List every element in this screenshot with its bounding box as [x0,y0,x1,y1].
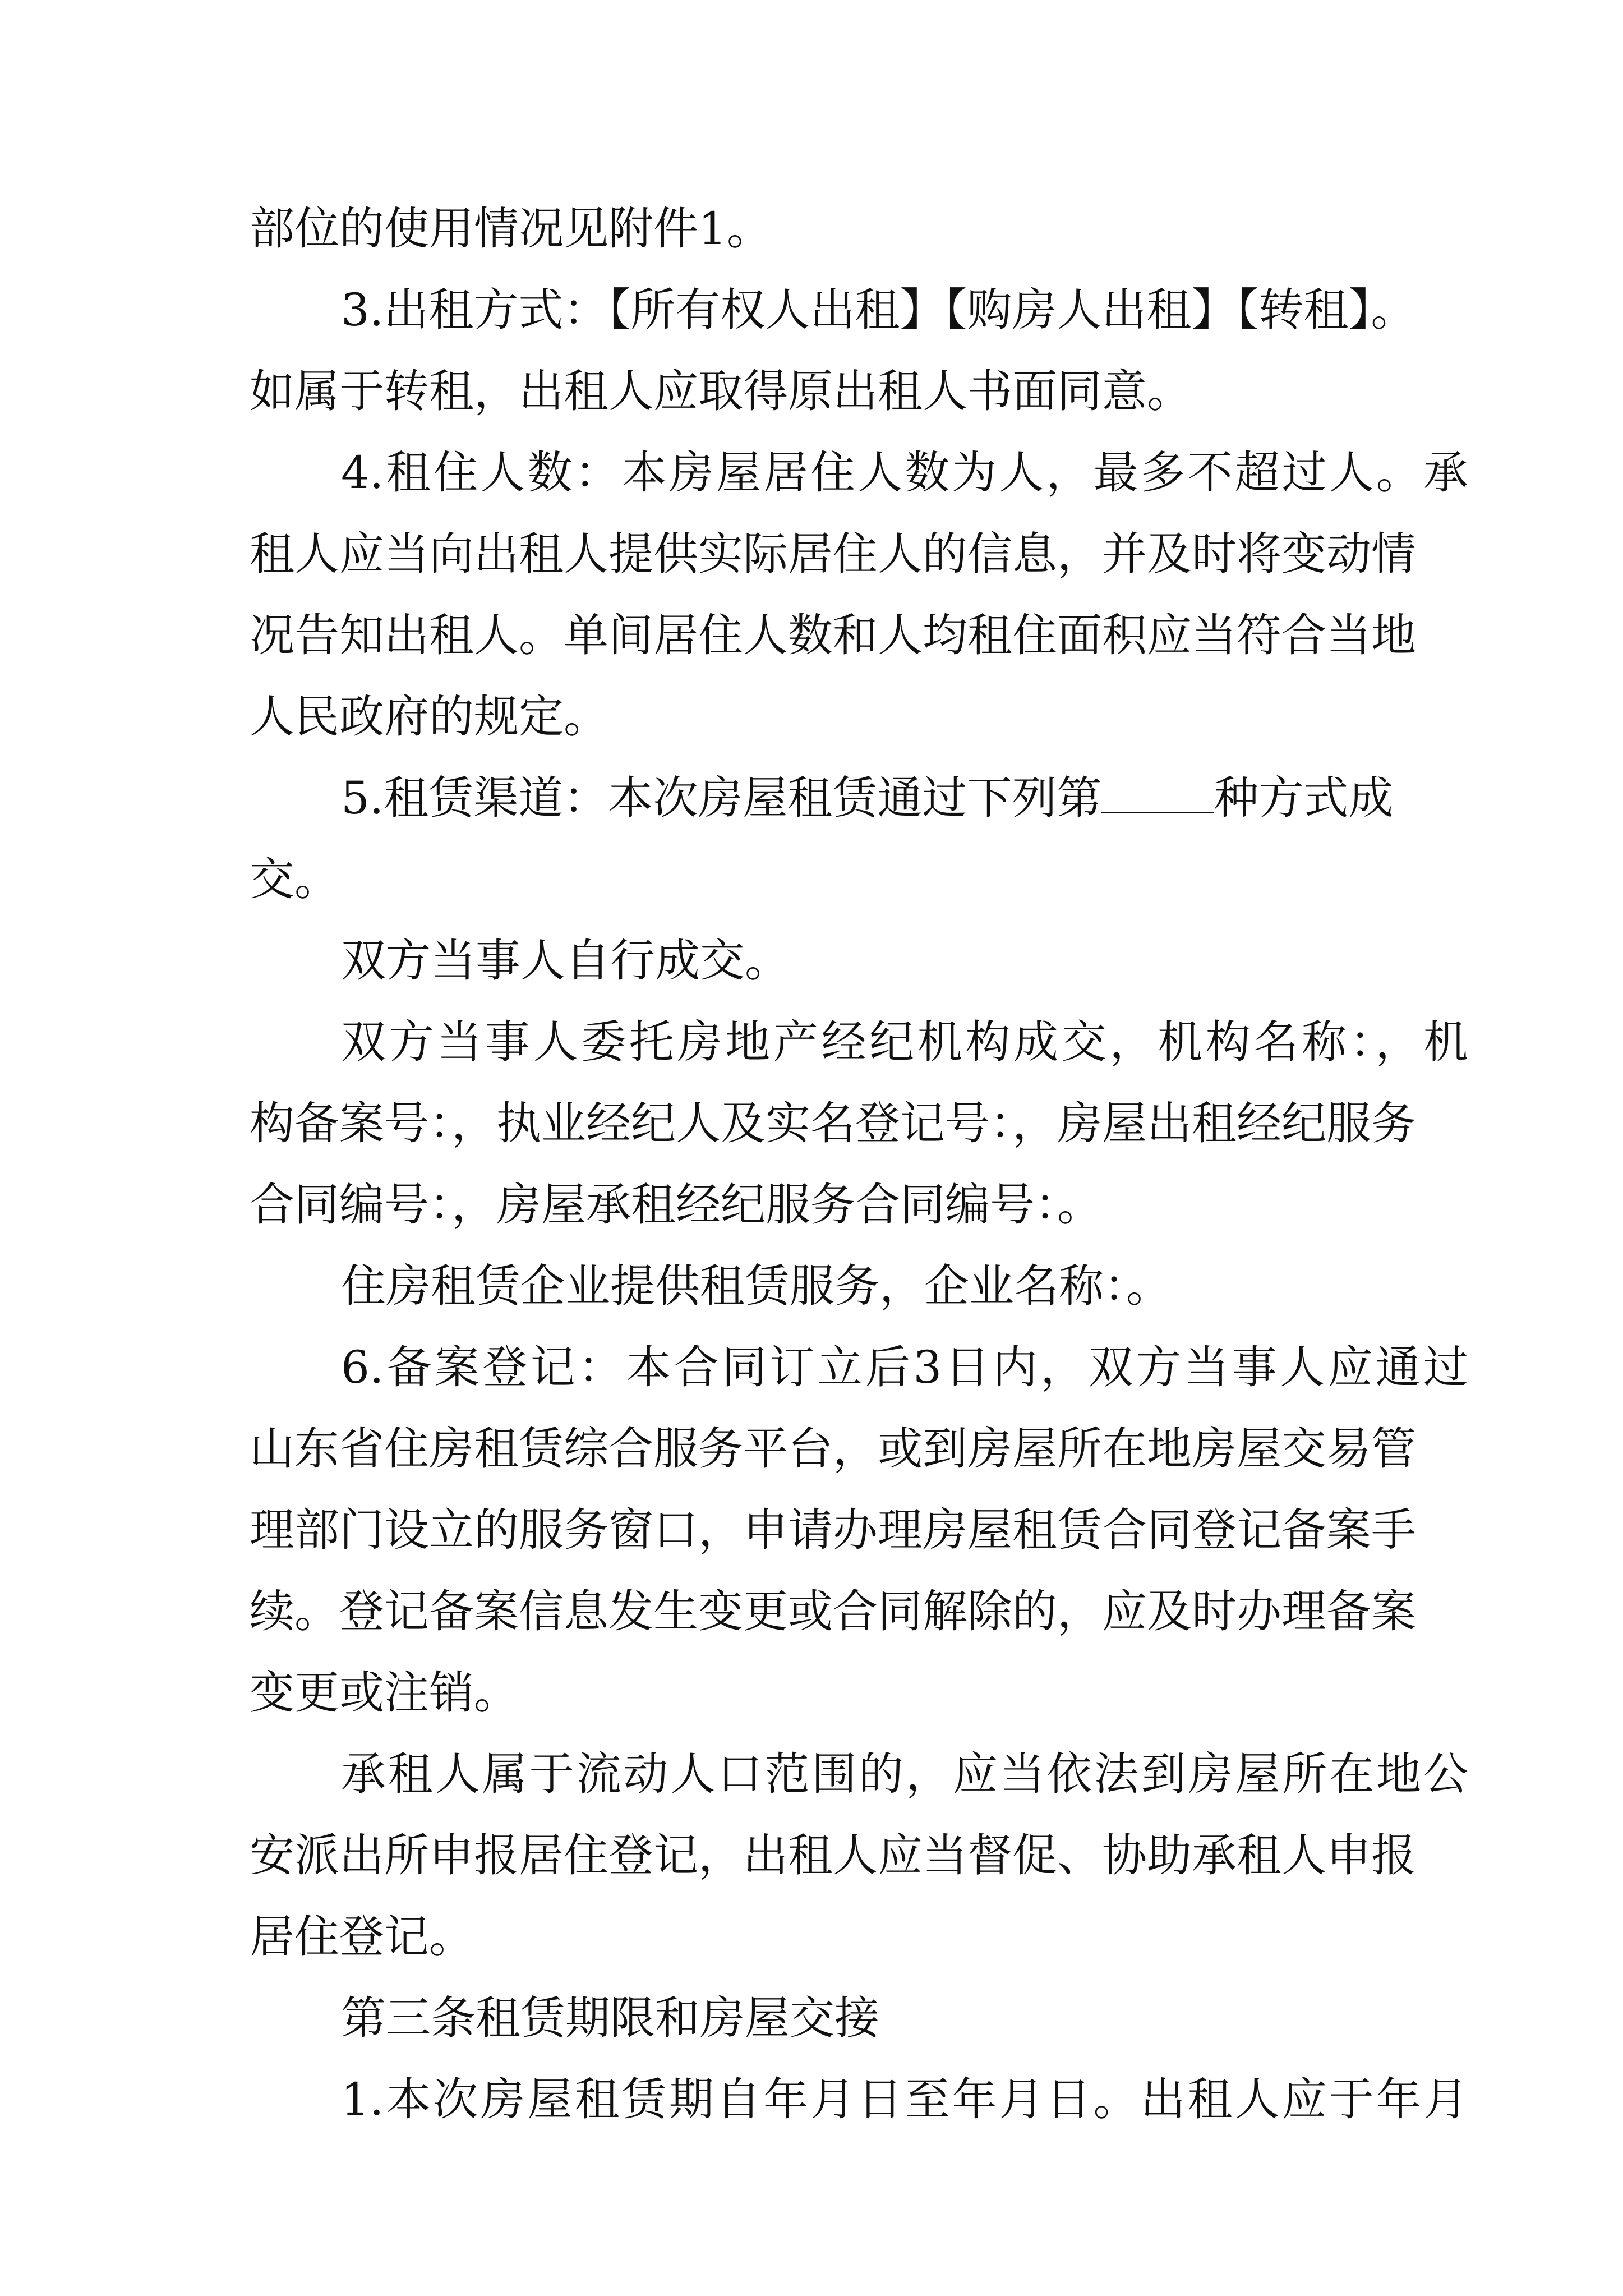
document-body [250,188,1468,2140]
text-line: 况告知出租人。单间居住人数和人均租住面积应当符合当地 [250,609,1416,661]
text-line: 租人应当向出租人提供实际居住人的信息，并及时将变动情 [250,528,1416,580]
text-line: 居住登记。 [250,1911,474,1963]
text-line: 双方当事人自行成交。 [341,935,790,987]
text-segment: 5.租赁渠道：本次房屋租赁通过下列第 [341,772,1102,824]
text-line: 交。 [250,853,339,905]
text-line [250,757,1394,839]
text-line: 双方当事人委托房地产经纪机构成交，机构名称：，机 [341,1016,1468,1068]
text-line: 3.出租方式：【所有权人出租】【购房人出租】【转租】。 [341,284,1416,336]
text-line: 变更或注销。 [250,1667,519,1719]
text-line: 6.备案登记：本合同订立后3日内，双方当事人应通过 [341,1341,1468,1393]
section-heading: 第三条租赁期限和房屋交接 [341,1992,879,2044]
text-line: 承租人属于流动人口范围的，应当依法到房屋所在地公 [341,1748,1468,1800]
text-line: 安派出所申报居住登记，出租人应当督促、协助承租人申报 [250,1829,1416,1881]
text-segment: 种方式成 [1214,772,1394,824]
text-line: 理部门设立的服务窗口，申请办理房屋租赁合同登记备案手 [250,1504,1416,1556]
text-line: 续。登记备案信息发生变更或合同解除的，应及时办理备案 [250,1585,1416,1637]
text-line: 构备案号：，执业经纪人及实名登记号：，房屋出租经纪服务 [250,1097,1416,1149]
fill-in-blank [1101,772,1214,813]
text-line: 1.本次房屋租赁期自年月日至年月日。出租人应于年月 [341,2073,1468,2125]
text-line: 住房租赁企业提供租赁服务，企业名称：。 [341,1260,1171,1312]
text-line: 部位的使用情况见附件1。 [250,203,772,255]
text-line: 人民政府的规定。 [250,691,608,743]
text-line: 4.租住人数：本房屋居住人数为人，最多不超过人。承 [341,447,1468,499]
text-line: 合同编号：，房屋承租经纪服务合同编号：。 [250,1179,1102,1231]
text-line: 如属于转租，出租人应取得原出租人书面同意。 [250,365,1192,417]
text-line: 山东省住房租赁综合服务平台，或到房屋所在地房屋交易管 [250,1423,1416,1475]
